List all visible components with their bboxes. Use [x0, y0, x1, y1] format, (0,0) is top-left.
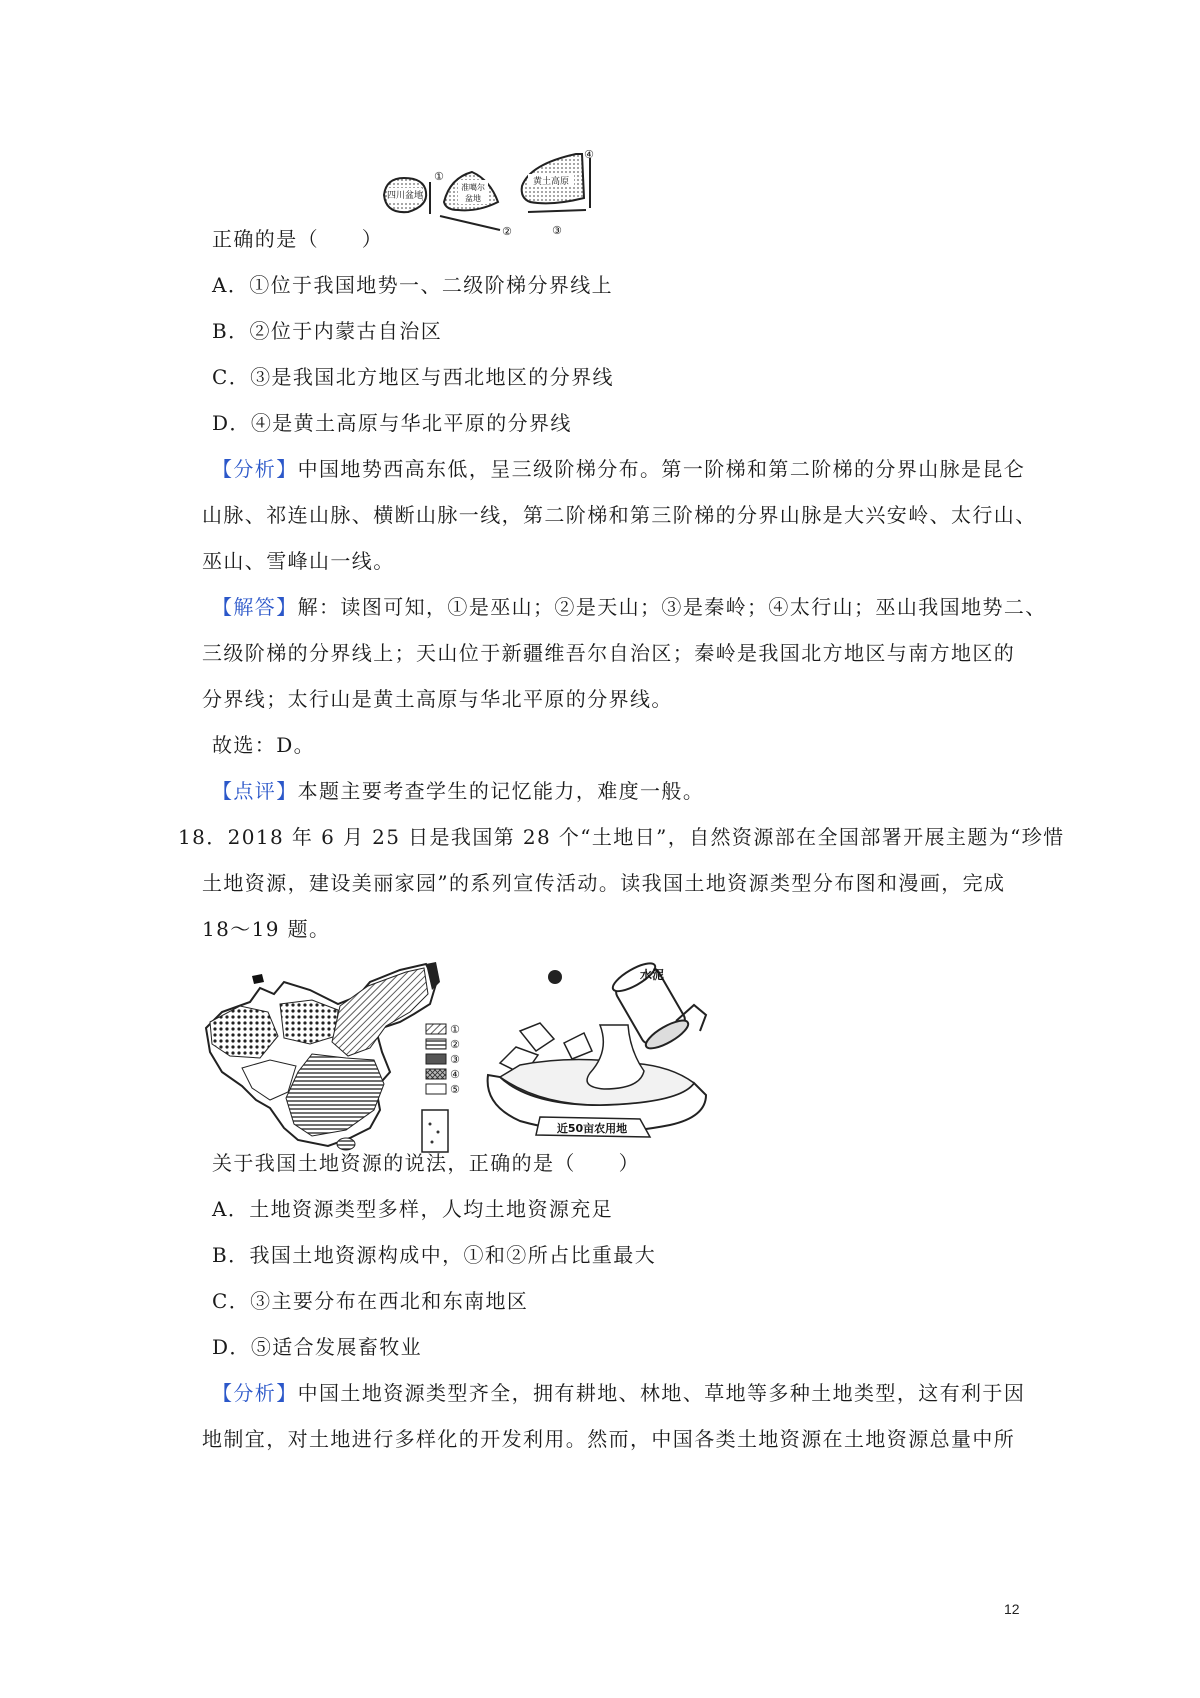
- q18-option-c: C．③主要分布在西北和东南地区: [212, 1289, 529, 1313]
- q17-answer-tag: 解答: [233, 595, 277, 619]
- q18-analysis-tag: 分析: [233, 1381, 277, 1405]
- q18-intro-line-1: 18．2018 年 6 月 25 日是我国第 28 个“土地日”，自然资源部在全国部署开展主题为“珍惜: [178, 825, 1065, 849]
- q17-comment-tag: 点评: [233, 779, 277, 803]
- q17-answer-line-1: 【解答】解：读图可知，①是巫山；②是天山；③是秦岭；④太行山；巫山我国地势二、: [212, 595, 1047, 619]
- svg-text:③: ③: [450, 1053, 460, 1066]
- q17-analysis-tag: 分析: [233, 457, 277, 481]
- cartoon-land-label: 近50亩农用地: [556, 1122, 628, 1135]
- loess-plateau-shape: [522, 150, 594, 237]
- q17-option-a: A．①位于我国地势一、二级阶梯分界线上: [212, 273, 614, 297]
- mark-3: ③: [552, 224, 562, 237]
- q17-stem: 正确的是（ ）: [212, 227, 384, 251]
- mark-2: ②: [502, 225, 512, 238]
- q18-option-a: A．土地资源类型多样，人均土地资源充足: [212, 1197, 614, 1221]
- mark-4: ④: [584, 150, 594, 161]
- q17-option-b: B．②位于内蒙古自治区: [212, 319, 443, 343]
- q17-analysis-line-3: 巫山、雪峰山一线。: [202, 549, 395, 573]
- q18-intro-line-3: 18～19 题。: [202, 917, 331, 941]
- svg-text:①: ①: [450, 1023, 460, 1036]
- svg-text:⑤: ⑤: [450, 1083, 460, 1096]
- page-number: 12: [1004, 1601, 1020, 1617]
- q18-option-d: D．⑤适合发展畜牧业: [212, 1335, 423, 1359]
- q18-analysis-line-1: 【分析】中国土地资源类型齐全，拥有耕地、林地、草地等多种土地类型，这有利于因: [212, 1381, 1026, 1405]
- sichuan-basin-shape: [384, 170, 444, 214]
- sichuan-basin-label: 四川盆地: [386, 191, 424, 201]
- map-legend: [426, 1023, 460, 1096]
- junggar-basin-label: 准噶尔: [461, 183, 485, 192]
- q17-option-c: C．③是我国北方地区与西北地区的分界线: [212, 365, 614, 389]
- svg-text:④: ④: [450, 1068, 460, 1081]
- mark-1: ①: [434, 170, 444, 183]
- q17-comment-line: 【点评】本题主要考查学生的记忆能力，难度一般。: [212, 779, 705, 803]
- q18-analysis-line-2: 地制宜，对土地进行多样化的开发利用。然而，中国各类土地资源在土地资源总量中所: [202, 1427, 1016, 1451]
- svg-text:盆地: 盆地: [465, 194, 481, 203]
- land-resource-map: [200, 960, 475, 1155]
- q17-answer-line-2: 三级阶梯的分界线上；天山位于新疆维吾尔自治区；秦岭是我国北方地区与南方地区的: [202, 641, 1016, 665]
- question-number: 18．: [178, 825, 228, 849]
- q17-choice: 故选：D。: [212, 733, 316, 757]
- q17-option-d: D．④是黄土高原与华北平原的分界线: [212, 411, 572, 435]
- q18-option-b: B．我国土地资源构成中，①和②所占比重最大: [212, 1243, 657, 1267]
- q18-intro-line-2: 土地资源，建设美丽家园”的系列宣传活动。读我国土地资源类型分布图和漫画，完成: [202, 871, 1006, 895]
- q18-stem: 关于我国土地资源的说法，正确的是（ ）: [212, 1151, 640, 1175]
- svg-text:②: ②: [450, 1038, 460, 1051]
- loess-plateau-label: 黄土高原: [532, 177, 570, 187]
- land-cartoon: [480, 955, 720, 1155]
- terrain-figure: [380, 150, 640, 240]
- q17-analysis-line-2: 山脉、祁连山脉、横断山脉一线，第二阶梯和第三阶梯的分界山脉是大兴安岭、太行山、: [202, 503, 1037, 527]
- cartoon-barrel-label: 水泥: [639, 968, 665, 982]
- q17-analysis-line-1: 【分析】中国地势西高东低，呈三级阶梯分布。第一阶梯和第二阶梯的分界山脉是昆仑: [212, 457, 1026, 481]
- q17-answer-line-3: 分界线；太行山是黄土高原与华北平原的分界线。: [202, 687, 673, 711]
- junggar-basin-shape: [440, 172, 512, 238]
